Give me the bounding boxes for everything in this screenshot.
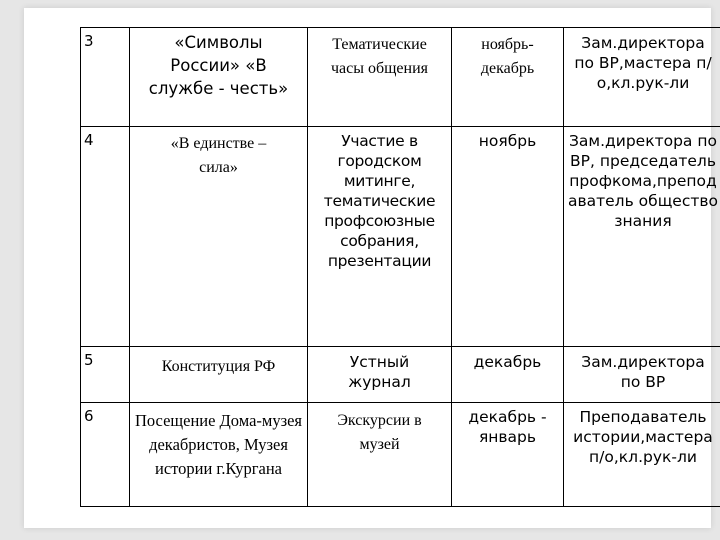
event-responsible: Зам.директора по ВР,мастера п/о,кл.рук-ли — [564, 28, 720, 127]
slide — [24, 8, 718, 528]
event-title: Посещение Дома-музея декабристов, Музея истории г.Кургана — [130, 403, 308, 507]
event-dates: декабрь — [452, 347, 564, 403]
table-row — [81, 28, 720, 127]
table-row — [81, 347, 720, 403]
event-form: Тематические часы общения — [308, 28, 452, 127]
event-responsible: Зам.директора по ВР — [564, 347, 720, 403]
table-row — [81, 127, 720, 347]
event-dates: декабрь - январь — [452, 403, 564, 507]
event-form: Участие в городском митинге, тематические профсоюзные собрания, презентации — [308, 127, 452, 347]
event-dates: ноябрь — [452, 127, 564, 347]
row-number: 3 — [81, 28, 130, 127]
event-title: «В единстве – сила» — [130, 127, 308, 347]
row-number: 5 — [81, 347, 130, 403]
row-number: 6 — [81, 403, 130, 507]
event-title: «Символы России» «В службе - честь» — [130, 28, 308, 127]
events-table — [80, 27, 720, 507]
event-responsible: Преподаватель истории,мастера п/о,кл.рук-ли — [564, 403, 720, 507]
row-number: 4 — [81, 127, 130, 347]
event-title: Конституция РФ — [130, 347, 308, 403]
event-responsible: Зам.директора по ВР, председатель профкома,преподаватель обществознания — [564, 127, 720, 347]
event-form: Экскурсии в музей — [308, 403, 452, 507]
event-dates: ноябрь-декабрь — [452, 28, 564, 127]
event-form: Устный журнал — [308, 347, 452, 403]
table-row — [81, 403, 720, 507]
